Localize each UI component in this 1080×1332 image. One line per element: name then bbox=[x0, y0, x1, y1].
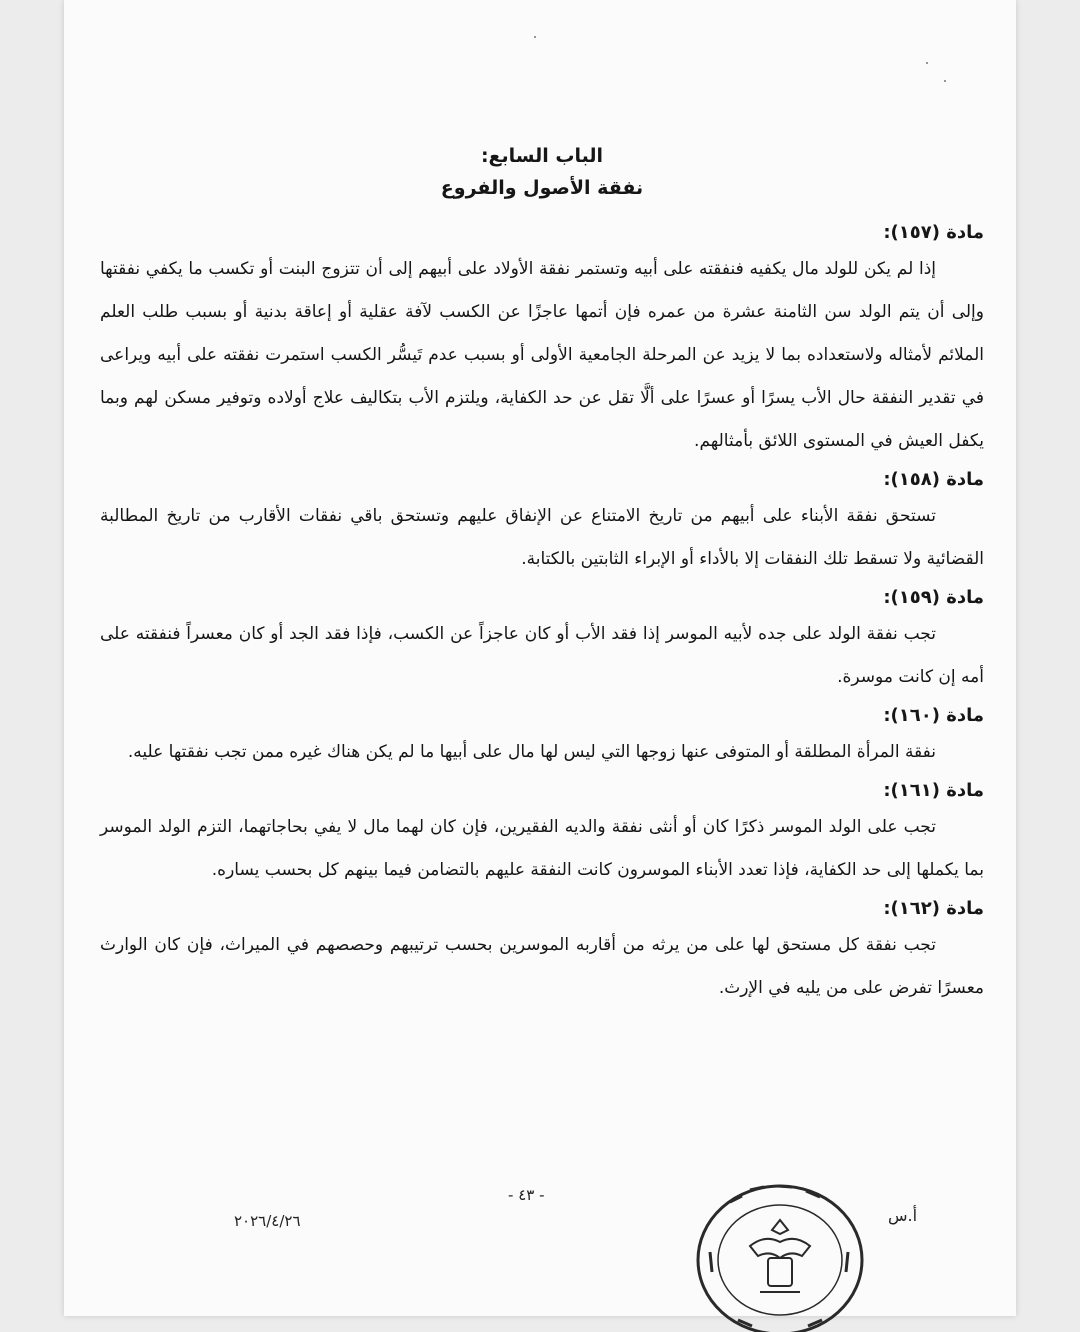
article-body: تجب نفقة الولد على جده لأبيه الموسر إذا فقد الأب أو كان عاجزاً عن الكسب، فإذا فقد الجد أو كان معسراً فنفقته على أمه إن كانت موسرة. bbox=[100, 624, 984, 687]
article-body: تجب على الولد الموسر ذكرًا كان أو أنثى نفقة والديه الفقيرين، فإن كان لهما مال لا يفي بحاجاتهما، التزم الولد الموسر بما يكملها إلى حد الكفاية، فإذا تعدد الأبناء الموسرون كانت النفقة عليهم بالتضامن فيما بينهم كل بحسب يساره. bbox=[100, 817, 984, 880]
page-number: - ٤٣ - bbox=[508, 1186, 545, 1204]
article-title: مادة (١٦٠): bbox=[883, 705, 984, 726]
article-title: مادة (١٦١): bbox=[883, 780, 984, 801]
scan-speck bbox=[534, 36, 536, 38]
article-title: مادة (١٥٧): bbox=[883, 222, 984, 243]
article-body: تستحق نفقة الأبناء على أبيهم من تاريخ الامتناع عن الإنفاق عليهم وتستحق باقي نفقات الأقارب من تاريخ المطالبة القضائية ولا تسقط تلك النفقات إلا بالأداء أو الإبراء الثابتين بالكتابة. bbox=[100, 506, 984, 569]
article-body: نفقة المرأة المطلقة أو المتوفى عنها زوجها التي ليس لها مال على أبيها ما لم يكن هناك غيره ممن تجب نفقتها عليه. bbox=[127, 742, 936, 762]
scan-speck bbox=[926, 62, 928, 64]
article-title: مادة (١٥٨): bbox=[883, 469, 984, 490]
chapter-heading: نفقة الأصول والفروع bbox=[440, 177, 644, 199]
article-body: إذا لم يكن للولد مال يكفيه فنفقته على أبيه وتستمر نفقة الأولاد على أبيهم إلى أن تتزوج البنت أو تكسب ما يكفي نفقتها وإلى أن يتم الولد سن الثامنة عشرة من عمره فإن أتمها عاجزًا عن الكسب لآفة عقلية أو إعاقة بدنية أو بسبب طلب العلم الملائم لأمثاله ولاستعداده بما لا يزيد عن المرحلة الجامعية الأولى أو بسبب عدم تَيسُّر الكسب استمرت نفقته على أبيه ويراعى في تقدير النفقة حال الأب يسرًا أو عسرًا على ألَّا تقل عن حد الكفاية، ويلتزم الأب بتكاليف علاج أولاده وتوفير مسكن لهم وبما يكفل العيش في المستوى اللائق بأمثالهم. bbox=[100, 259, 984, 451]
scan-speck bbox=[944, 80, 946, 82]
article-157 bbox=[100, 218, 984, 463]
article-160 bbox=[100, 701, 984, 774]
article-162 bbox=[100, 894, 984, 1010]
document-content bbox=[100, 140, 984, 1012]
article-158 bbox=[100, 465, 984, 581]
chapter-title: الباب السابع: bbox=[480, 145, 604, 167]
article-title: مادة (١٦٢): bbox=[883, 898, 984, 919]
article-161 bbox=[100, 776, 984, 892]
signature-initials: أ.س bbox=[888, 1206, 918, 1225]
article-body: تجب نفقة كل مستحق لها على من يرثه من أقاربه الموسرين بحسب ترتيبهم وحصصهم في الميراث، فإن كان الوارث معسرًا تفرض على من يليه في الإرث. bbox=[100, 935, 984, 998]
article-159 bbox=[100, 583, 984, 699]
document-date: ٢٠٢٦/٤/٢٦ bbox=[234, 1212, 301, 1230]
official-seal-icon bbox=[690, 1172, 870, 1332]
article-title: مادة (١٥٩): bbox=[883, 587, 984, 608]
